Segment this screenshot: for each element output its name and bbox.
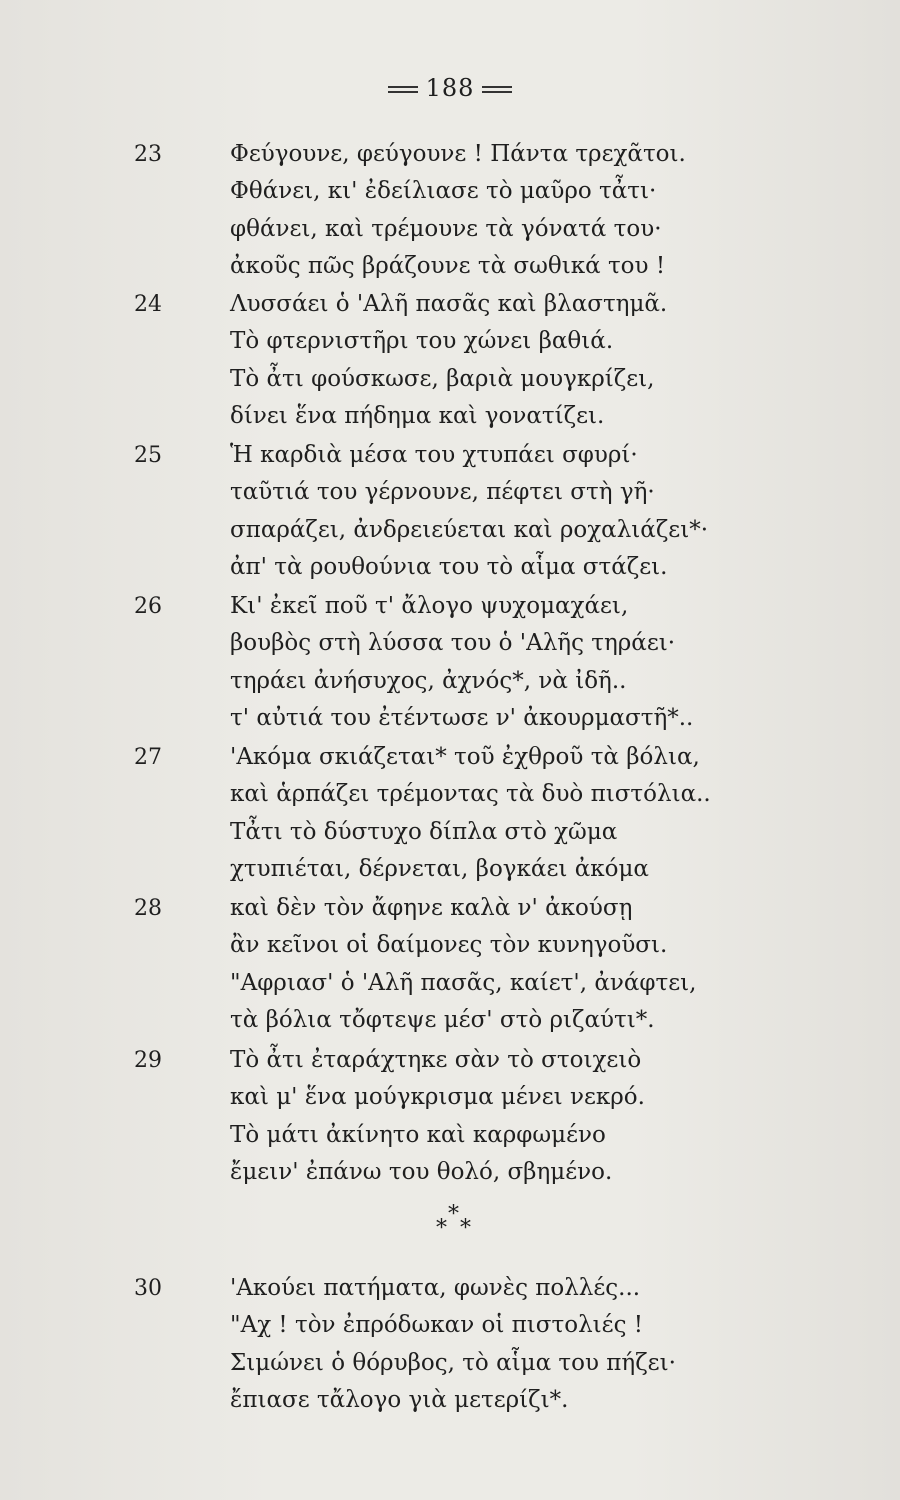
verse-line: ἂν κεῖνοι οἱ δαίμονες τὸν κυνηγοῦσι. (230, 932, 668, 958)
section-separator (430, 1200, 510, 1260)
stanza-number: 25 (134, 443, 162, 468)
verse-line: ταῦτιά του γέρνουνε, πέφτει στὴ γῆ· (230, 479, 655, 505)
verse-line: τηράει ἀνήσυχος, ἀχνός*, νὰ ἰδῆ.. (230, 668, 627, 694)
verse-line: Τἆτι τὸ δύστυχο δίπλα στὸ χῶμα (230, 819, 618, 845)
stanza-number: 27 (134, 745, 162, 770)
verse-line: Λυσσάει ὁ 'Αλῆ πασᾶς καὶ βλαστημᾶ. (230, 291, 668, 317)
verse-line: χτυπιέται, δέρνεται, βογκάει ἀκόμα (230, 856, 649, 882)
verse-line: "Αφριασ' ὁ 'Αλῆ πασᾶς, καίετ', ἀνάφτει, (230, 970, 697, 996)
stanza-number: 26 (134, 594, 162, 619)
verse-line: Τὸ ἆτι ἐταράχτηκε σὰν τὸ στοιχειὸ (230, 1047, 642, 1073)
verse-line: Φθάνει, κι' ἐδείλιασε τὸ μαῦρο τἆτι· (230, 178, 657, 204)
page-number-left-rule (388, 86, 418, 93)
separator-star: * (460, 1216, 471, 1241)
verse-line: Τὸ φτερνιστῆρι του χώνει βαθιά. (230, 328, 614, 354)
separator-star: * (436, 1216, 447, 1241)
verse-line: φθάνει, καὶ τρέμουνε τὰ γόνατά του· (230, 216, 662, 242)
verse-line: Τὸ ἆτι φούσκωσε, βαριὰ μουγκρίζει, (230, 366, 655, 392)
page-number (0, 74, 900, 102)
verse-line: Σιμώνει ὁ θόρυβος, τὸ αἷμα του πήζει· (230, 1350, 676, 1376)
verse-line: "Αχ ! τὸν ἐπρόδωκαν οἱ πιστολιές ! (230, 1312, 644, 1338)
stanza-number: 24 (134, 292, 162, 317)
verse-line: καὶ μ' ἕνα μούγκρισμα μένει νεκρό. (230, 1084, 645, 1110)
verse-line: τ' αὐτιά του ἐτέντωσε ν' ἀκουρμαστῆ*.. (230, 705, 694, 731)
stanza-number: 30 (134, 1276, 162, 1301)
verse-line: καὶ ἁρπάζει τρέμοντας τὰ δυὸ πιστόλια.. (230, 781, 711, 807)
verse-line: Φεύγουνε, φεύγουνε ! Πάντα τρεχᾶτοι. (230, 141, 686, 167)
verse-line: 'Ακόμα σκιάζεται* τοῦ ἐχθροῦ τὰ βόλια, (230, 744, 700, 770)
stanza-number: 29 (134, 1048, 162, 1073)
verse-line: Τὸ μάτι ἀκίνητο καὶ καρφωμένο (230, 1122, 606, 1148)
page-number-value: 188 (425, 74, 475, 102)
verse-line: καὶ δὲν τὸν ἄφηνε καλὰ ν' ἀκούσῃ (230, 895, 633, 921)
verse-line: Ἡ καρδιὰ μέσα του χτυπάει σφυρί· (230, 442, 638, 468)
verse-line: δίνει ἕνα πήδημα καὶ γονατίζει. (230, 403, 605, 429)
verse-line: σπαράζει, ἀνδρειεύεται καὶ ροχαλιάζει*· (230, 517, 709, 543)
stanza-number: 28 (134, 896, 162, 921)
page-number-right-rule (482, 86, 512, 93)
verse-line: τὰ βόλια τὄφτεψε μέσ' στὸ ριζαύτι*. (230, 1007, 655, 1033)
verse-line: 'Ακούει πατήματα, φωνὲς πολλές... (230, 1275, 641, 1301)
verse-line: ἀπ' τὰ ρουθούνια του τὸ αἷμα στάζει. (230, 554, 668, 580)
stanza-number: 23 (134, 142, 162, 167)
verse-line: βουβὸς στὴ λύσσα του ὁ 'Αλῆς τηράει· (230, 630, 676, 656)
separator-star: * (448, 1202, 459, 1227)
verse-line: ἔπιασε τἄλογο γιὰ μετερίζι*. (230, 1387, 569, 1413)
verse-line: Κι' ἐκεῖ ποῦ τ' ἄλογο ψυχομαχάει, (230, 593, 629, 619)
verse-line: ἔμειν' ἐπάνω του θολό, σβημένο. (230, 1159, 613, 1185)
verse-line: ἀκοῦς πῶς βράζουνε τὰ σωθικά του ! (230, 253, 666, 279)
